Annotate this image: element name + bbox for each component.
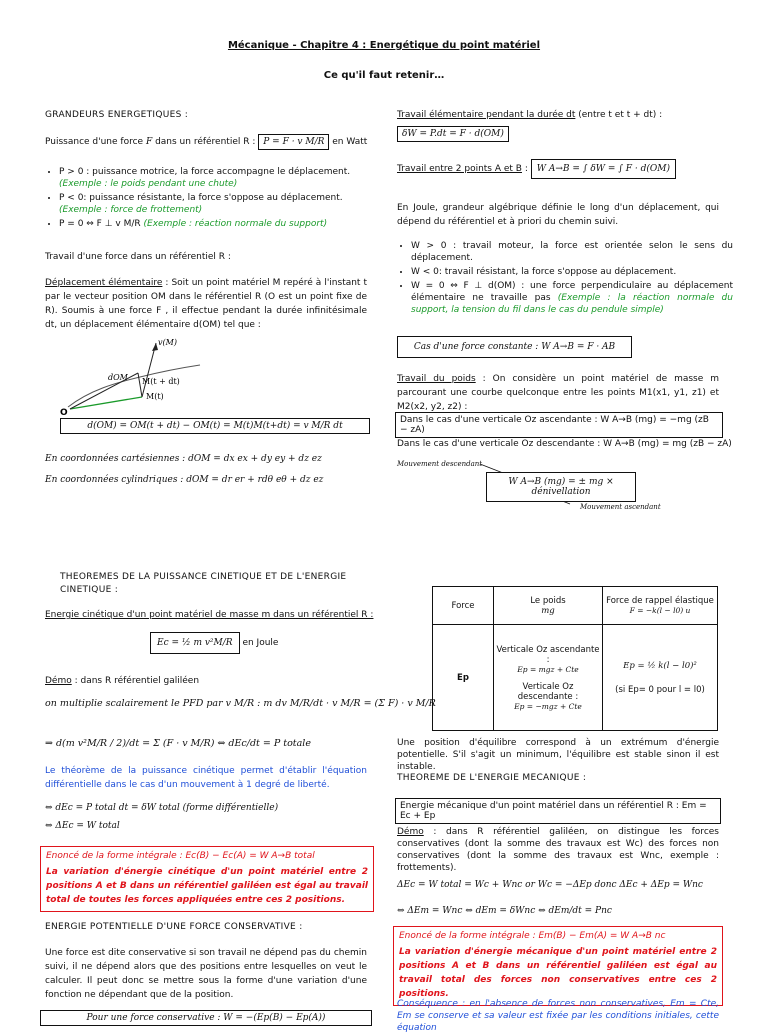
poids-ascendante-box: Dans le cas d'une verticale Oz ascendante : W A→B (mg) = −mg (zB − zA)	[395, 412, 723, 438]
travail-title: Travail d'une force dans un référentiel R :	[45, 252, 231, 262]
thm-puissance-blue: Le théorème de la puissance cinétique permet d'établir l'équation différentielle dans le cas d'un mouvement à 1 degré de liberté.	[45, 766, 367, 790]
mvt-ascendant-label: Mouvement ascendant	[580, 503, 661, 511]
bullet-resistant: • W < 0: travail résistant, la force s'oppose au déplacement.	[411, 266, 733, 278]
force-constante-box: Cas d'une force constante : W A→B = F · AB	[397, 336, 632, 358]
displacement-figure	[60, 335, 210, 417]
th-poids: Le poids mg	[494, 587, 603, 625]
conservative-paragraph: Une force est dite conservative si son travail ne dépend pas du chemin suivi, il ne dépend alors que des positions entre lesquelles on veut le calculer. Il peut donc se mettre sous la forme d'une variation d'une fonction ne dépendant que de la position.	[45, 948, 367, 1000]
bullet-nulle: • P = 0 ⇔ F ⊥ v M/R (Exemple : réaction normale du support)	[59, 218, 389, 230]
trajectory-curve	[68, 365, 200, 407]
ec-integral-text: La variation d'énergie cinétique d'un point matériel entre 2 positions A et B dans un référentiel galiléen est égal au travail total de toutes les forces appliquées entre ces 2 positions.	[46, 867, 368, 905]
demo-derivation: ⇒ d(m v²M/R / 2)/dt = Σ (F · v M/R) ⇔ dEc/dt = P totale	[45, 738, 311, 749]
bullet-resistante: • P < 0: puissance résistante, la force s'oppose au déplacement. (Exemple : force de frottement)	[59, 192, 389, 216]
puissance-line: Puissance d'une force F dans un référentiel R : P = F · v M/R en Watt	[45, 137, 385, 147]
demo-pfd: on multiplie scalairement le PFD par v M/R : m dv M/R/dt · v M/R = (Σ F) · v M/R	[45, 698, 436, 709]
em-integral-formula: Enoncé de la forme intégrale : Em(B) − Em(A) = W A→B nc	[399, 931, 666, 941]
joule-paragraph: En Joule, grandeur algébrique définie le long d'un déplacement, qui dépend du référentiel et à priori du chemin suivi.	[397, 203, 719, 227]
travail-elementaire-title: Travail élémentaire pendant la durée dt (entre t et t + dt) :	[397, 110, 663, 120]
demo-line: Démo : dans R référentiel galiléen	[45, 676, 200, 686]
td-ep-poids: Verticale Oz ascendante : Ep = mgz + Cte Verticale Oz descendante : Ep = −mgz + Cte	[494, 625, 603, 731]
cylindrical-line: En coordonnées cylindriques : dOM = dr er + rdθ eθ + dz ez	[45, 475, 324, 485]
em-formula-2: ⇔ ΔEm = Wnc ⇔ dEm = δWnc ⇔ dEm/dt = Pnc	[397, 906, 612, 916]
bullet-moteur: • W > 0 : travail moteur, la force est orientée selon le sens du déplacement.	[411, 240, 733, 264]
section-theoremes: THEOREMES DE LA PUISSANCE CINETIQUE ET DE L'ENERGIE CINETIQUE :	[60, 572, 347, 595]
td-ep-label: Ep	[433, 625, 494, 731]
page-subtitle: Ce qu'il faut retenir…	[323, 70, 445, 81]
ec-formula-box: Ec = ½ m v²M/R	[150, 632, 240, 654]
fig-label-v: v(M)	[158, 338, 177, 347]
th-force: Force	[433, 587, 494, 625]
fig-label-mtdt: M(t + dt)	[142, 377, 180, 386]
puissance-formula: P = F · v M/R	[258, 134, 329, 150]
cartesian-line: En coordonnées cartésiennes : dOM = dx ex + dy ey + dz ez	[45, 454, 322, 464]
section-energie-potentielle: ENERGIE POTENTIELLE D'UNE FORCE CONSERVATIVE :	[45, 922, 303, 932]
travail-2points-formula: W A→B = ∫ δW = ∫ F · d(OM)	[531, 159, 676, 179]
em-formula-1: ΔEc = W total = Wc + Wnc or Wc = −ΔEp donc ΔEc + ΔEp = Wnc	[397, 880, 703, 890]
fig-label-dom: dOM	[108, 373, 128, 382]
fig-label-o: O	[60, 408, 68, 417]
ec-title: Energie cinétique d'un point matériel de masse m dans un référentiel R :	[45, 610, 374, 620]
bullet-motrice: • P > 0 : puissance motrice, la force accompagne le déplacement. (Exemple : le poids pendant une chute)	[59, 166, 389, 190]
puissance-bullets	[45, 166, 389, 232]
poids-paragraph: Travail du poids : On considère un point matériel de masse m parcourant une courbe quelconque entre les points M1(x1, y1, z1) et M2(x2, y2, z2) :	[397, 374, 719, 412]
conservative-formula-box: Pour une force conservative : W = −(Ep(B) − Ep(A))	[40, 1010, 372, 1026]
em-integral-text: La variation d'énergie mécanique d'un point matériel entre 2 positions A et B dans un référentiel galiléen est égal au travail total des forces non conservatives entre ces 2 positions.	[399, 947, 717, 999]
th-rappel: Force de rappel élastique F = −k(l − l0) u	[603, 587, 718, 625]
ec-integral-box	[40, 846, 374, 912]
consequence-paragraph: Conséquence : en l'absence de forces non conservatives, Em = Cte, Em se conserve et sa valeur est fixée par les conditions initiales, cette équation	[397, 999, 719, 1033]
bullet-perpendiculaire: • W = 0 ⇔ F ⊥ d(OM) : une force perpendiculaire au déplacement élémentaire ne travaille pas (Exemple : la réaction normale du support, la tension du fil dans le cas du pendule simple)	[411, 280, 733, 316]
ec-integral-formula: Enoncé de la forme intégrale : Ec(B) − Ec(A) = W A→B total	[46, 851, 315, 861]
equilibre-paragraph: Une position d'équilibre correspond à un extrémum d'énergie potentielle. S'il s'agit un minimum, l'équilibre est stable sinon il est instable.	[397, 738, 719, 772]
table-ep-row	[433, 625, 718, 731]
delta-ec: ⇔ ΔEc = W total	[45, 821, 120, 831]
ec-line: Ec = ½ m v²M/R en Joule	[150, 632, 278, 654]
energie-potentielle-table	[432, 586, 718, 731]
fig-label-mt: M(t)	[146, 392, 164, 401]
poids-descendante: Dans le cas d'une verticale Oz descendante : W A→B (mg) = mg (zB − zA)	[397, 439, 732, 449]
deplacement-paragraph: Déplacement élémentaire : Soit un point matériel M repéré à l'instant t par le vecteur position OM dans le référentiel R (O est un point fixe de R). Soumis à une force F , il effectue pendant la durée infinitésimale dt, un déplacement élémentaire d(OM) tel que :	[45, 278, 368, 330]
section-grandeurs: GRANDEURS ENERGETIQUES :	[45, 110, 189, 120]
travail-2points-line: Travail entre 2 points A et B : W A→B = ∫ δW = ∫ F · d(OM)	[397, 164, 676, 174]
page-title: Mécanique - Chapitre 4 : Energétique du point matériel	[227, 40, 541, 51]
em-integral-box	[393, 926, 723, 1006]
forme-differentielle: ⇔ dEc = P total dt = δW total (forme différentielle)	[45, 803, 279, 813]
velocity-vector	[142, 343, 156, 397]
em-box: Energie mécanique d'un point matériel dans un référentiel R : Em = Ec + Ep	[395, 798, 721, 824]
td-ep-rappel: Ep = ½ k(l − l0)² (si Ep= 0 pour l = l0)	[603, 625, 718, 731]
poids-formula-box: W A→B (mg) = ± mg × dénivellation	[486, 472, 636, 502]
mvt-descendant-label: Mouvement descendant	[397, 460, 483, 468]
travail-bullets	[397, 240, 733, 318]
section-energie-mecanique: THEOREME DE L'ENERGIE MECANIQUE :	[397, 773, 587, 783]
table-header-row	[433, 587, 718, 625]
travail-elementaire-formula: δW = P.dt = F · d(OM)	[397, 126, 509, 142]
depl-formula-box: d(OM) = OM(t + dt) − OM(t) = M(t)M(t+dt) = v M/R dt	[60, 418, 370, 434]
em-demo-paragraph: Démo : dans R référentiel galiléen, on distingue les forces conservatives (dont la somme des travaux est Wc) des forces non conservatives (dont la somme des travaux est Wnc, exemple : frottements).	[397, 827, 719, 873]
